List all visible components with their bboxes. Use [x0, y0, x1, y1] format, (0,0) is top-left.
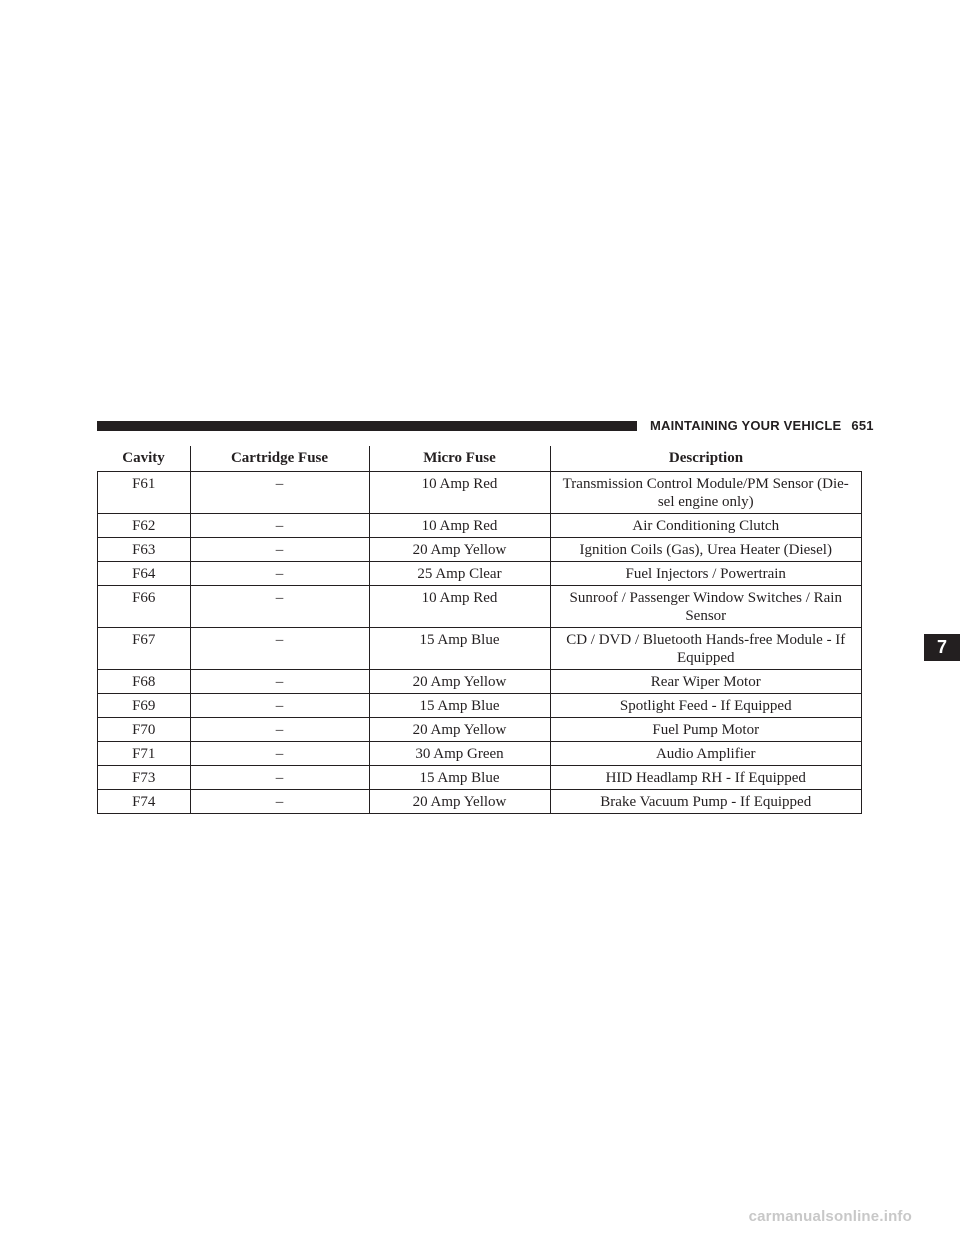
cartridge-fuse-cell: –: [190, 742, 369, 766]
cavity-cell: F73: [98, 766, 191, 790]
cartridge-fuse-cell: –: [190, 694, 369, 718]
fuse-table: [97, 446, 862, 814]
micro-fuse-cell: 30 Amp Green: [369, 742, 550, 766]
micro-fuse-cell: 10 Amp Red: [369, 472, 550, 514]
table-row: [98, 694, 862, 718]
cartridge-fuse-cell: –: [190, 766, 369, 790]
cartridge-fuse-cell: –: [190, 718, 369, 742]
table-row: [98, 628, 862, 670]
column-header-description: Description: [550, 446, 862, 472]
table-header-row: [98, 446, 862, 472]
description-cell: Rear Wiper Motor: [550, 670, 862, 694]
header-rule: [97, 421, 637, 431]
description-cell: Brake Vacuum Pump - If Equipped: [550, 790, 862, 814]
cavity-cell: F64: [98, 562, 191, 586]
description-cell: Fuel Injectors / Powertrain: [550, 562, 862, 586]
micro-fuse-cell: 20 Amp Yellow: [369, 718, 550, 742]
micro-fuse-cell: 25 Amp Clear: [369, 562, 550, 586]
cavity-cell: F63: [98, 538, 191, 562]
table-row: [98, 514, 862, 538]
description-cell: Ignition Coils (Gas), Urea Heater (Diesel): [550, 538, 862, 562]
table-row: [98, 790, 862, 814]
cartridge-fuse-cell: –: [190, 562, 369, 586]
table-row: [98, 586, 862, 628]
cavity-cell: F61: [98, 472, 191, 514]
table-row: [98, 670, 862, 694]
section-title: MAINTAINING YOUR VEHICLE: [650, 418, 842, 433]
cavity-cell: F67: [98, 628, 191, 670]
cavity-cell: F70: [98, 718, 191, 742]
description-cell: Audio Amplifier: [550, 742, 862, 766]
table-row: [98, 742, 862, 766]
cartridge-fuse-cell: –: [190, 790, 369, 814]
micro-fuse-cell: 15 Amp Blue: [369, 628, 550, 670]
micro-fuse-cell: 10 Amp Red: [369, 586, 550, 628]
micro-fuse-cell: 15 Amp Blue: [369, 694, 550, 718]
micro-fuse-cell: 20 Amp Yellow: [369, 538, 550, 562]
cartridge-fuse-cell: –: [190, 538, 369, 562]
cartridge-fuse-cell: –: [190, 514, 369, 538]
description-cell: Fuel Pump Motor: [550, 718, 862, 742]
cavity-cell: F71: [98, 742, 191, 766]
table-body: [98, 472, 862, 814]
cavity-cell: F68: [98, 670, 191, 694]
column-header-cavity: Cavity: [98, 446, 191, 472]
micro-fuse-cell: 15 Amp Blue: [369, 766, 550, 790]
description-cell: Air Conditioning Clutch: [550, 514, 862, 538]
table-row: [98, 538, 862, 562]
column-header-cartridge-fuse: Cartridge Fuse: [190, 446, 369, 472]
running-header: [650, 418, 874, 434]
micro-fuse-cell: 20 Amp Yellow: [369, 670, 550, 694]
description-cell: Sunroof / Passenger Window Switches / Rain Sensor: [550, 586, 862, 628]
chapter-tab: 7: [924, 634, 960, 661]
cavity-cell: F62: [98, 514, 191, 538]
table-row: [98, 718, 862, 742]
table-row: [98, 562, 862, 586]
micro-fuse-cell: 20 Amp Yellow: [369, 790, 550, 814]
micro-fuse-cell: 10 Amp Red: [369, 514, 550, 538]
description-cell: Spotlight Feed - If Equipped: [550, 694, 862, 718]
cartridge-fuse-cell: –: [190, 586, 369, 628]
table-row: [98, 472, 862, 514]
cavity-cell: F69: [98, 694, 191, 718]
cartridge-fuse-cell: –: [190, 472, 369, 514]
description-cell: Transmission Control Module/PM Sensor (Die-sel engine only): [550, 472, 862, 514]
column-header-micro-fuse: Micro Fuse: [369, 446, 550, 472]
description-cell: CD / DVD / Bluetooth Hands-free Module - If Equipped: [550, 628, 862, 670]
cavity-cell: F66: [98, 586, 191, 628]
description-cell: HID Headlamp RH - If Equipped: [550, 766, 862, 790]
cavity-cell: F74: [98, 790, 191, 814]
cartridge-fuse-cell: –: [190, 628, 369, 670]
cartridge-fuse-cell: –: [190, 670, 369, 694]
table-row: [98, 766, 862, 790]
page-number: 651: [851, 418, 874, 433]
footer-watermark: carmanualsonline.info: [748, 1208, 912, 1225]
